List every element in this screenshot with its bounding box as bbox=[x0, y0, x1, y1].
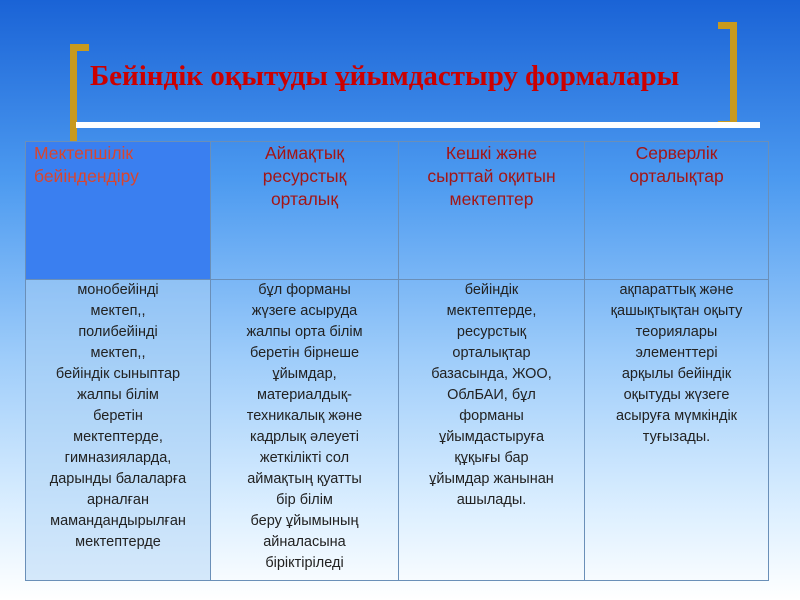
body-cell-regional-resource bbox=[211, 280, 399, 581]
body-cell-server-centers bbox=[585, 280, 769, 581]
body-cell-intraschool bbox=[26, 280, 211, 581]
header-label: Мектепшілік бейіндендіру bbox=[34, 143, 139, 186]
header-cell-regional-resource bbox=[211, 142, 399, 280]
header-cell-server-centers bbox=[585, 142, 769, 280]
table-row bbox=[26, 280, 769, 581]
cell-text: ақпараттық және қашықтықтан оқыту теориялары элементтері арқылы бейіндік оқытуды жүзеге асыруға мүмкіндік туғызады. bbox=[610, 282, 743, 445]
header-label: Кешкі және сырттай оқитын мектептер bbox=[427, 143, 556, 209]
body-cell-evening-distance bbox=[399, 280, 585, 581]
header-label: Серверлік орталықтар bbox=[629, 143, 724, 186]
forms-table bbox=[25, 141, 769, 581]
cell-text: бұл форманы жүзеге асыруда жалпы орта білім беретін бірнеше ұйымдар, материалдық- техникалық және кадрлық әлеуеті жеткілікті сол аймақтың қуатты бір білім беру ұйымының айналасына біріктіріледі bbox=[246, 282, 363, 571]
header-label: Аймақтық ресурстық орталық bbox=[262, 143, 347, 209]
right-bracket-decoration bbox=[718, 22, 737, 128]
table-header-row bbox=[26, 142, 769, 280]
left-bracket-decoration bbox=[70, 44, 89, 156]
cell-text: монобейінді мектеп,, полибейінді мектеп,, бейіндік сыныптар жалпы білім беретін мектептерде, гимназияларда, дарынды балаларға арналған мамандандырылған мектептерде bbox=[49, 282, 187, 550]
header-cell-intraschool bbox=[26, 142, 211, 280]
title-underline bbox=[76, 122, 760, 128]
cell-text: бейіндік мектептерде, ресурстық орталықтар базасында, ЖОО, ОблБАИ, бұл форманы ұйымдастыруға құқығы бар ұйымдар жанынан ашылады. bbox=[429, 282, 554, 508]
slide-title: Бейіндік оқытуды ұйымдастыру формалары bbox=[90, 60, 680, 92]
header-cell-evening-distance bbox=[399, 142, 585, 280]
